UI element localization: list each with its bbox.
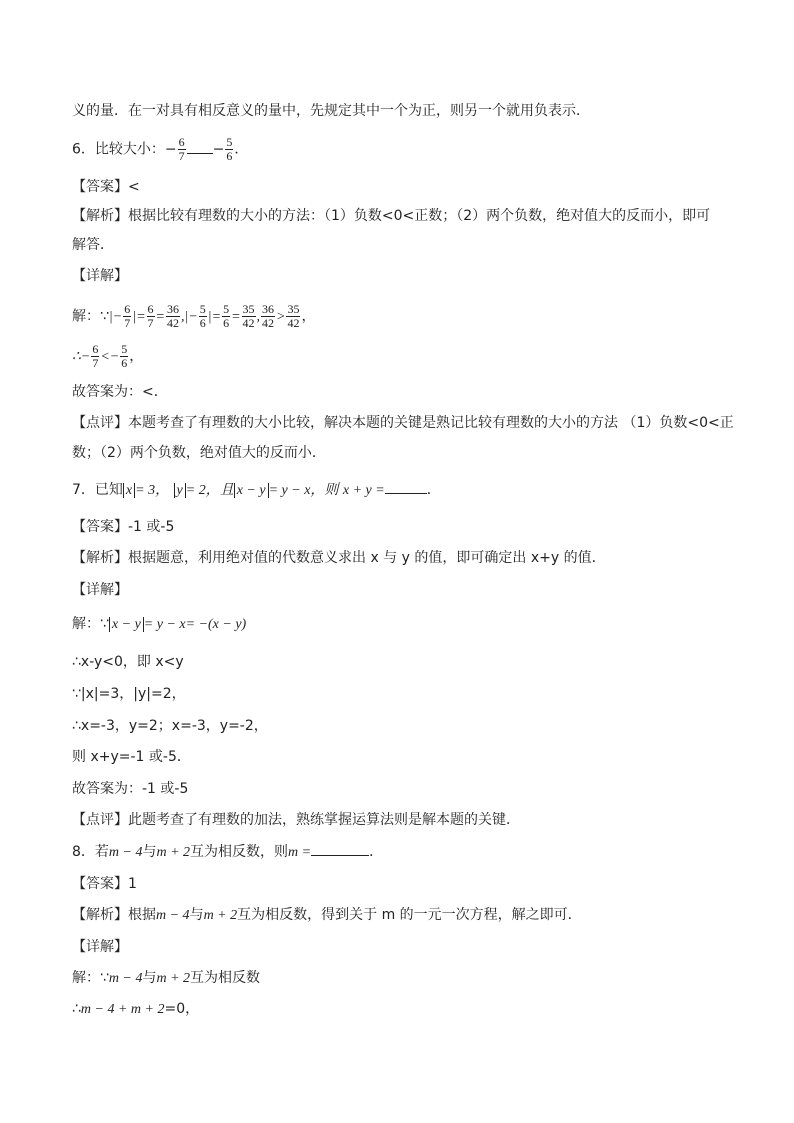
answer-blank [311,843,369,856]
answer-7: 【答案】-1 或-5 [72,519,175,535]
expr: m − 4 [108,845,143,860]
fraction: $\frac{5}{6}$ [223,302,230,330]
review-6-line1: 【点评】本题考查了有理数的大小比较，解决本题的关键是熟记比较有理数的大小的方法 （1）负数<0<正 [72,415,734,431]
analysis-6-line2: 解答． [72,237,114,253]
question-7 [72,480,441,501]
detail-heading-8: 【详解】 [72,939,128,955]
text: =0， [164,1001,200,1017]
final-answer-7: 故答案为：-1 或-5 [72,781,189,797]
expr: ,|− [180,309,198,325]
fraction: $\frac{35}{42}$ [242,302,255,330]
expr: m + 2 [203,908,238,923]
question-6 [72,136,248,163]
expr: m − 4 + m + 2 [80,1002,165,1017]
q8-end: ． [369,844,384,860]
sol-prefix: 解：∵ [72,970,109,986]
fraction: $\frac{36}{42}$ [166,302,179,330]
text: 与 [142,970,157,986]
answer-6: 【答案】< [72,179,140,195]
text: 与 [142,844,157,860]
abs-x: x [123,483,135,498]
text: 【解析】根据 [72,907,156,923]
expr: x + y = [342,483,385,498]
expr: m − 4 [156,908,190,923]
expr: m = [288,845,312,860]
solution-7-step: 则 x+y=-1 或-5． [72,749,191,765]
solution-7-step: ∵|x|=3，|y|=2， [72,686,186,702]
answer-8: 【答案】1 [72,876,137,892]
solution-8 [72,968,260,989]
expr: = [231,309,241,325]
expr: m + 2 [156,845,191,860]
expr: |− [108,309,123,325]
solution-7-step: ∴x=-3，y=2；x=-3，y=-2， [72,718,268,734]
expr: m + 2 [156,971,191,986]
q8-prefix: 8．若 [72,844,109,860]
detail-heading-6: 【详解】 [72,268,128,284]
analysis-6-line1: 【解析】根据比较有理数的大小的方法：（1）负数<0<正数；（2）两个负数，绝对值大的反而小，即可 [72,208,711,224]
fraction: $\frac{5}{6}$ [121,342,128,370]
final-answer-6: 故答案为：<． [72,384,168,400]
expr: ， [129,348,144,365]
expr: m − 4 [108,971,143,986]
abs-x-minus-y: x − y [109,617,144,632]
text: 互为相反数，得到关于 m 的一元一次方程，解之即可． [237,907,582,923]
minus-sign: − [164,141,177,158]
review-6-line2: 数；（2）两个负数，绝对值大的反而小． [72,445,326,461]
expr: > [276,309,286,325]
expr: = y − x= −(x − y) [143,617,247,632]
sol-prefix: 解：∵ [72,616,109,632]
fraction: $\frac{6}{7}$ [147,302,154,330]
fraction: $\frac{6}{7}$ [124,302,131,330]
text: ∴ [72,1001,81,1017]
detail-heading-7: 【详解】 [72,582,128,598]
answer-blank [187,141,213,154]
q6-end: ． [234,141,249,158]
solution-8-step [72,999,199,1020]
sol-prefix: 解：∵ [72,308,109,325]
fraction: $\frac{5}{6}$ [226,135,233,163]
solution-6-conclusion [72,343,143,370]
expr: = [155,309,165,325]
expr: = 3， [135,483,170,498]
fraction: $\frac{5}{6}$ [199,302,206,330]
abs-x-minus-y: x − y [234,483,269,498]
q7-prefix: 7．已知 [72,482,123,498]
solution-7 [72,614,246,635]
expr: ， [301,308,316,325]
abs-y: y [174,483,186,498]
fraction: $\frac{36}{42}$ [262,302,275,330]
expr: <− [100,349,120,365]
minus-sign: − [212,141,225,158]
fraction: $\frac{35}{42}$ [287,302,300,330]
q7-end: ． [426,482,441,498]
text: 互为相反数 [190,970,261,986]
fraction: $\frac{6}{7}$ [178,135,185,163]
expr: = y − x，则 [268,483,339,498]
expr: |= [132,309,146,325]
solution-6 [72,303,315,330]
analysis-8 [72,905,582,926]
review-7: 【点评】此题考查了有理数的加法，熟练掌握运算法则是解本题的关键． [72,812,520,828]
fraction: $\frac{6}{7}$ [92,342,99,370]
analysis-7: 【解析】根据题意，利用绝对值的代数意义求出 x 与 y 的值，即可确定出 x+y 的值． [72,550,606,566]
text: 互为相反数，则 [190,844,289,860]
expr: ∴− [72,349,91,365]
text: 与 [189,907,204,923]
answer-blank [385,481,427,494]
text-line: 义的量．在一对具有相反意义的量中，先规定其中一个为正，则另一个就用负表示． [72,103,590,119]
expr: |= [207,309,222,325]
q6-prefix: 6．比较大小： [72,141,165,158]
solution-7-step: ∴x-y<0，即 x<y [72,654,184,670]
expr: , [256,309,261,325]
expr: = 2，且 [185,483,234,498]
question-8 [72,842,383,863]
